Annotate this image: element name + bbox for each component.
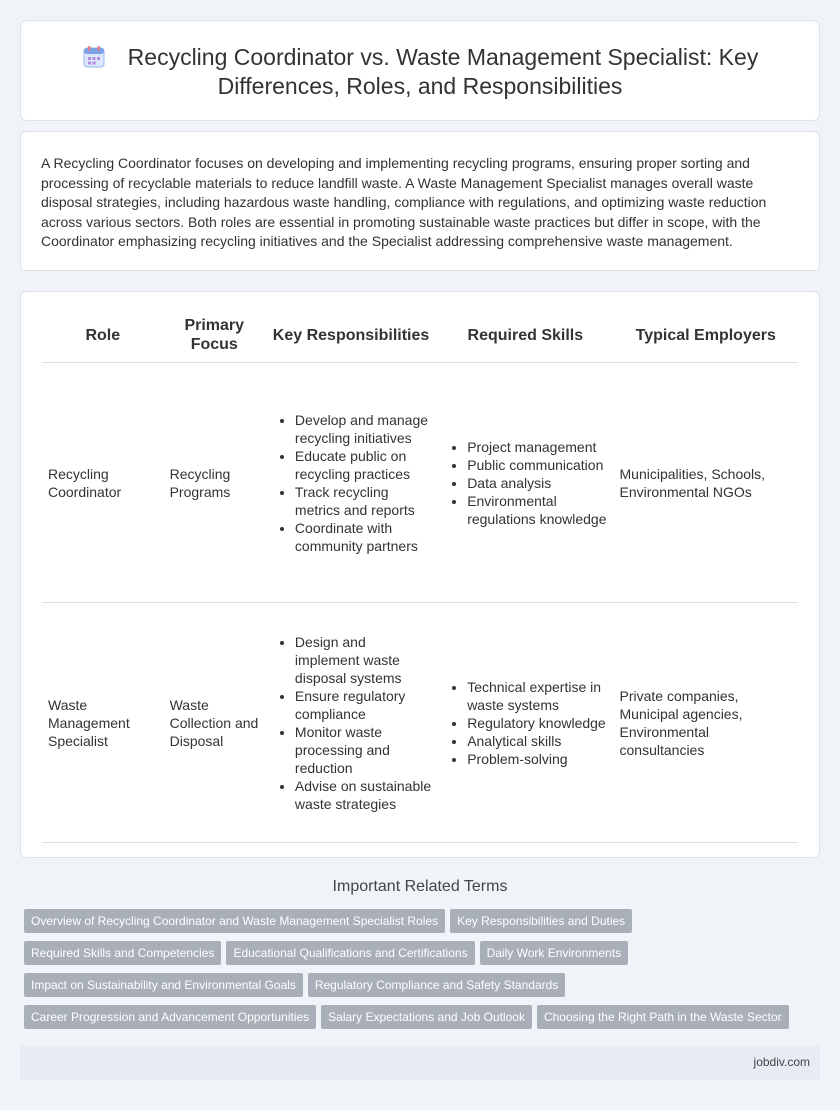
list-item: • Public communication: [467, 456, 607, 474]
page-title: Recycling Coordinator vs. Waste Management Specialist: Key Differences, Roles, and Responsibilities: [127, 44, 759, 99]
list-item: • Advise on sustainable waste strategies: [295, 777, 431, 813]
related-term-tag[interactable]: Choosing the Right Path in the Waste Sector: [537, 1005, 789, 1029]
list-item: • Technical expertise in waste systems: [467, 678, 607, 714]
list-item: • Environmental regulations knowledge: [467, 492, 607, 528]
cell-required-skills: [437, 363, 613, 603]
related-term-tag[interactable]: Daily Work Environments: [480, 941, 628, 965]
tag-row: [24, 973, 820, 1005]
title-card: [20, 20, 820, 121]
tag-row: [24, 1005, 820, 1037]
tag-row: [24, 941, 820, 973]
cell-primary-focus: Waste Collection and Disposal: [164, 603, 265, 843]
related-term-tag[interactable]: Career Progression and Advancement Opportunities: [24, 1005, 316, 1029]
column-header-primary-focus: Primary Focus: [164, 312, 265, 363]
table-row: [42, 363, 798, 603]
related-term-tag[interactable]: Required Skills and Competencies: [24, 941, 221, 965]
cell-typical-employers: Municipalities, Schools, Environmental NGOs: [614, 363, 798, 603]
column-header-typical-employers: Typical Employers: [614, 312, 798, 363]
list-item: • Project management: [467, 438, 607, 456]
related-term-tag[interactable]: Regulatory Compliance and Safety Standards: [308, 973, 565, 997]
list-item: • Design and implement waste disposal systems: [295, 633, 431, 687]
calendar-icon: [82, 45, 106, 69]
table-row: [42, 603, 798, 843]
list-item: • Ensure regulatory compliance: [295, 687, 431, 723]
cell-typical-employers: Private companies, Municipal agencies, Environmental consultancies: [614, 603, 798, 843]
related-term-tag[interactable]: Impact on Sustainability and Environmental Goals: [24, 973, 303, 997]
column-header-required-skills: Required Skills: [437, 312, 613, 363]
cell-key-responsibilities: [265, 603, 437, 843]
column-header-role: Role: [42, 312, 164, 363]
cell-role: Waste Management Specialist: [42, 603, 164, 843]
cell-role: Recycling Coordinator: [42, 363, 164, 603]
footer: [20, 1046, 820, 1080]
comparison-card: [20, 291, 820, 858]
intro-paragraph: A Recycling Coordinator focuses on developing and implementing recycling programs, ensuring proper sorting and processing of recyclable materials to reduce landfill waste. A Waste Management Specialist manages overall waste disposal strategies, including hazardous waste handling, compliance with regulations, and optimizing waste reduction across various sectors. Both roles are essential in promoting sustainable waste practices but differ in scope, with the Coordinator emphasizing recycling initiatives and the Specialist addressing comprehensive waste management.: [41, 155, 767, 249]
list-item: • Monitor waste processing and reduction: [295, 723, 431, 777]
related-terms-tags: [20, 909, 820, 1037]
list-item: • Regulatory knowledge: [467, 714, 607, 732]
comparison-table: [42, 312, 798, 843]
list-item: • Educate public on recycling practices: [295, 447, 431, 483]
related-term-tag[interactable]: Key Responsibilities and Duties: [450, 909, 632, 933]
table-header-row: [42, 312, 798, 363]
cell-required-skills: [437, 603, 613, 843]
column-header-key-responsibilities: Key Responsibilities: [265, 312, 437, 363]
cell-primary-focus: Recycling Programs: [164, 363, 265, 603]
list-item: • Data analysis: [467, 474, 607, 492]
list-item: • Track recycling metrics and reports: [295, 483, 431, 519]
list-item: • Coordinate with community partners: [295, 519, 431, 555]
related-terms-heading: Important Related Terms: [332, 878, 508, 895]
list-item: • Problem-solving: [467, 750, 607, 768]
list-item: • Analytical skills: [467, 732, 607, 750]
cell-key-responsibilities: [265, 363, 437, 603]
tag-row: [24, 909, 820, 941]
intro-card: [20, 131, 820, 271]
list-item: • Develop and manage recycling initiatives: [295, 411, 431, 447]
related-term-tag[interactable]: Overview of Recycling Coordinator and Waste Management Specialist Roles: [24, 909, 445, 933]
footer-site-link[interactable]: jobdiv.com: [753, 1055, 810, 1069]
related-term-tag[interactable]: Educational Qualifications and Certifications: [226, 941, 474, 965]
related-term-tag[interactable]: Salary Expectations and Job Outlook: [321, 1005, 532, 1029]
related-terms-section: [20, 878, 820, 1037]
